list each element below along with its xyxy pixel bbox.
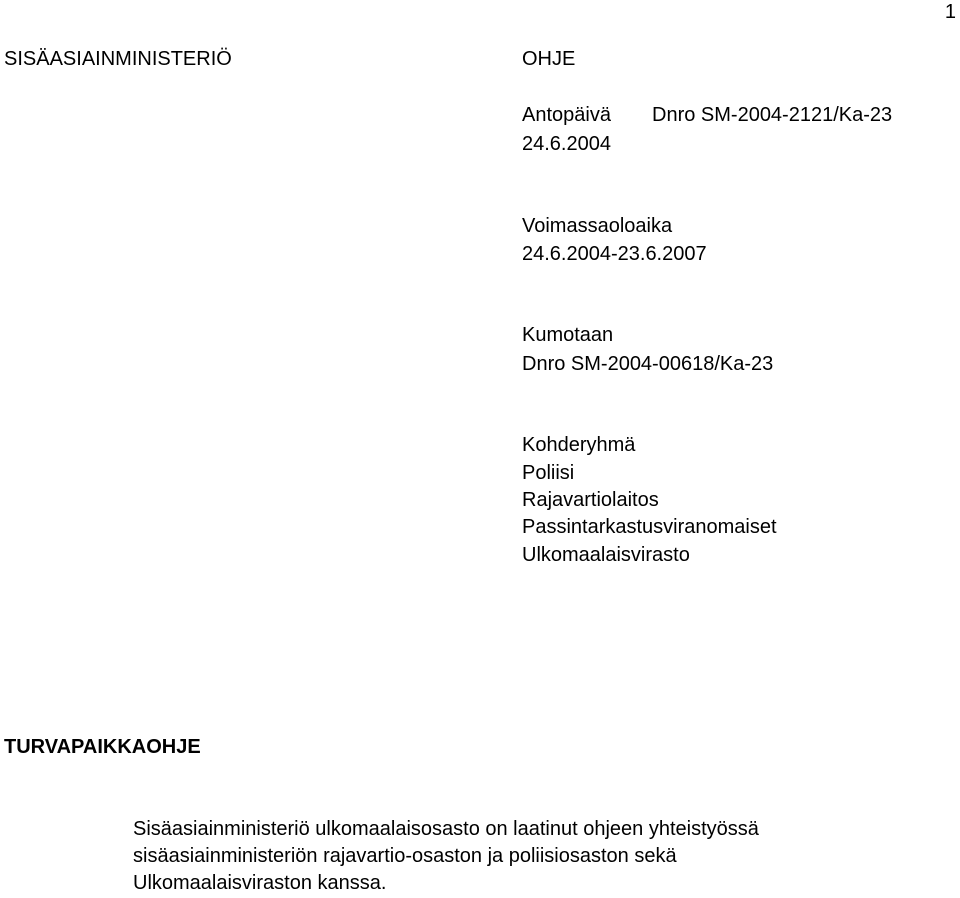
target-group-label: Kohderyhmä — [522, 434, 636, 456]
document-title: TURVAPAIKKAOHJE — [4, 736, 201, 758]
validity-label: Voimassaoloaika — [522, 215, 673, 237]
repeals-number: Dnro SM-2004-00618/Ka-23 — [522, 353, 774, 375]
document-type: OHJE — [522, 48, 576, 70]
diary-number: Dnro SM-2004-2121/Ka-23 — [652, 104, 893, 126]
target-group-item: Poliisi — [522, 462, 575, 484]
page-number: 1 — [944, 1, 956, 23]
intro-line: Sisäasiainministeriö ulkomaalaisosasto on laatinut ohjeen yhteistyössä — [133, 818, 759, 840]
target-group-item: Rajavartiolaitos — [522, 489, 659, 511]
issue-date-label: Antopäivä — [522, 104, 611, 126]
intro-line: Ulkomaalaisviraston kanssa. — [133, 872, 387, 894]
validity-period: 24.6.2004-23.6.2007 — [522, 243, 707, 265]
target-group-item: Passintarkastusviranomaiset — [522, 516, 777, 538]
repeals-label: Kumotaan — [522, 324, 614, 346]
organization-name: SISÄASIAINMINISTERIÖ — [4, 48, 232, 70]
target-group-item: Ulkomaalaisvirasto — [522, 544, 690, 566]
intro-line: sisäasiainministeriön rajavartio-osaston ja poliisiosaston sekä — [133, 845, 677, 867]
issue-date: 24.6.2004 — [522, 133, 611, 155]
